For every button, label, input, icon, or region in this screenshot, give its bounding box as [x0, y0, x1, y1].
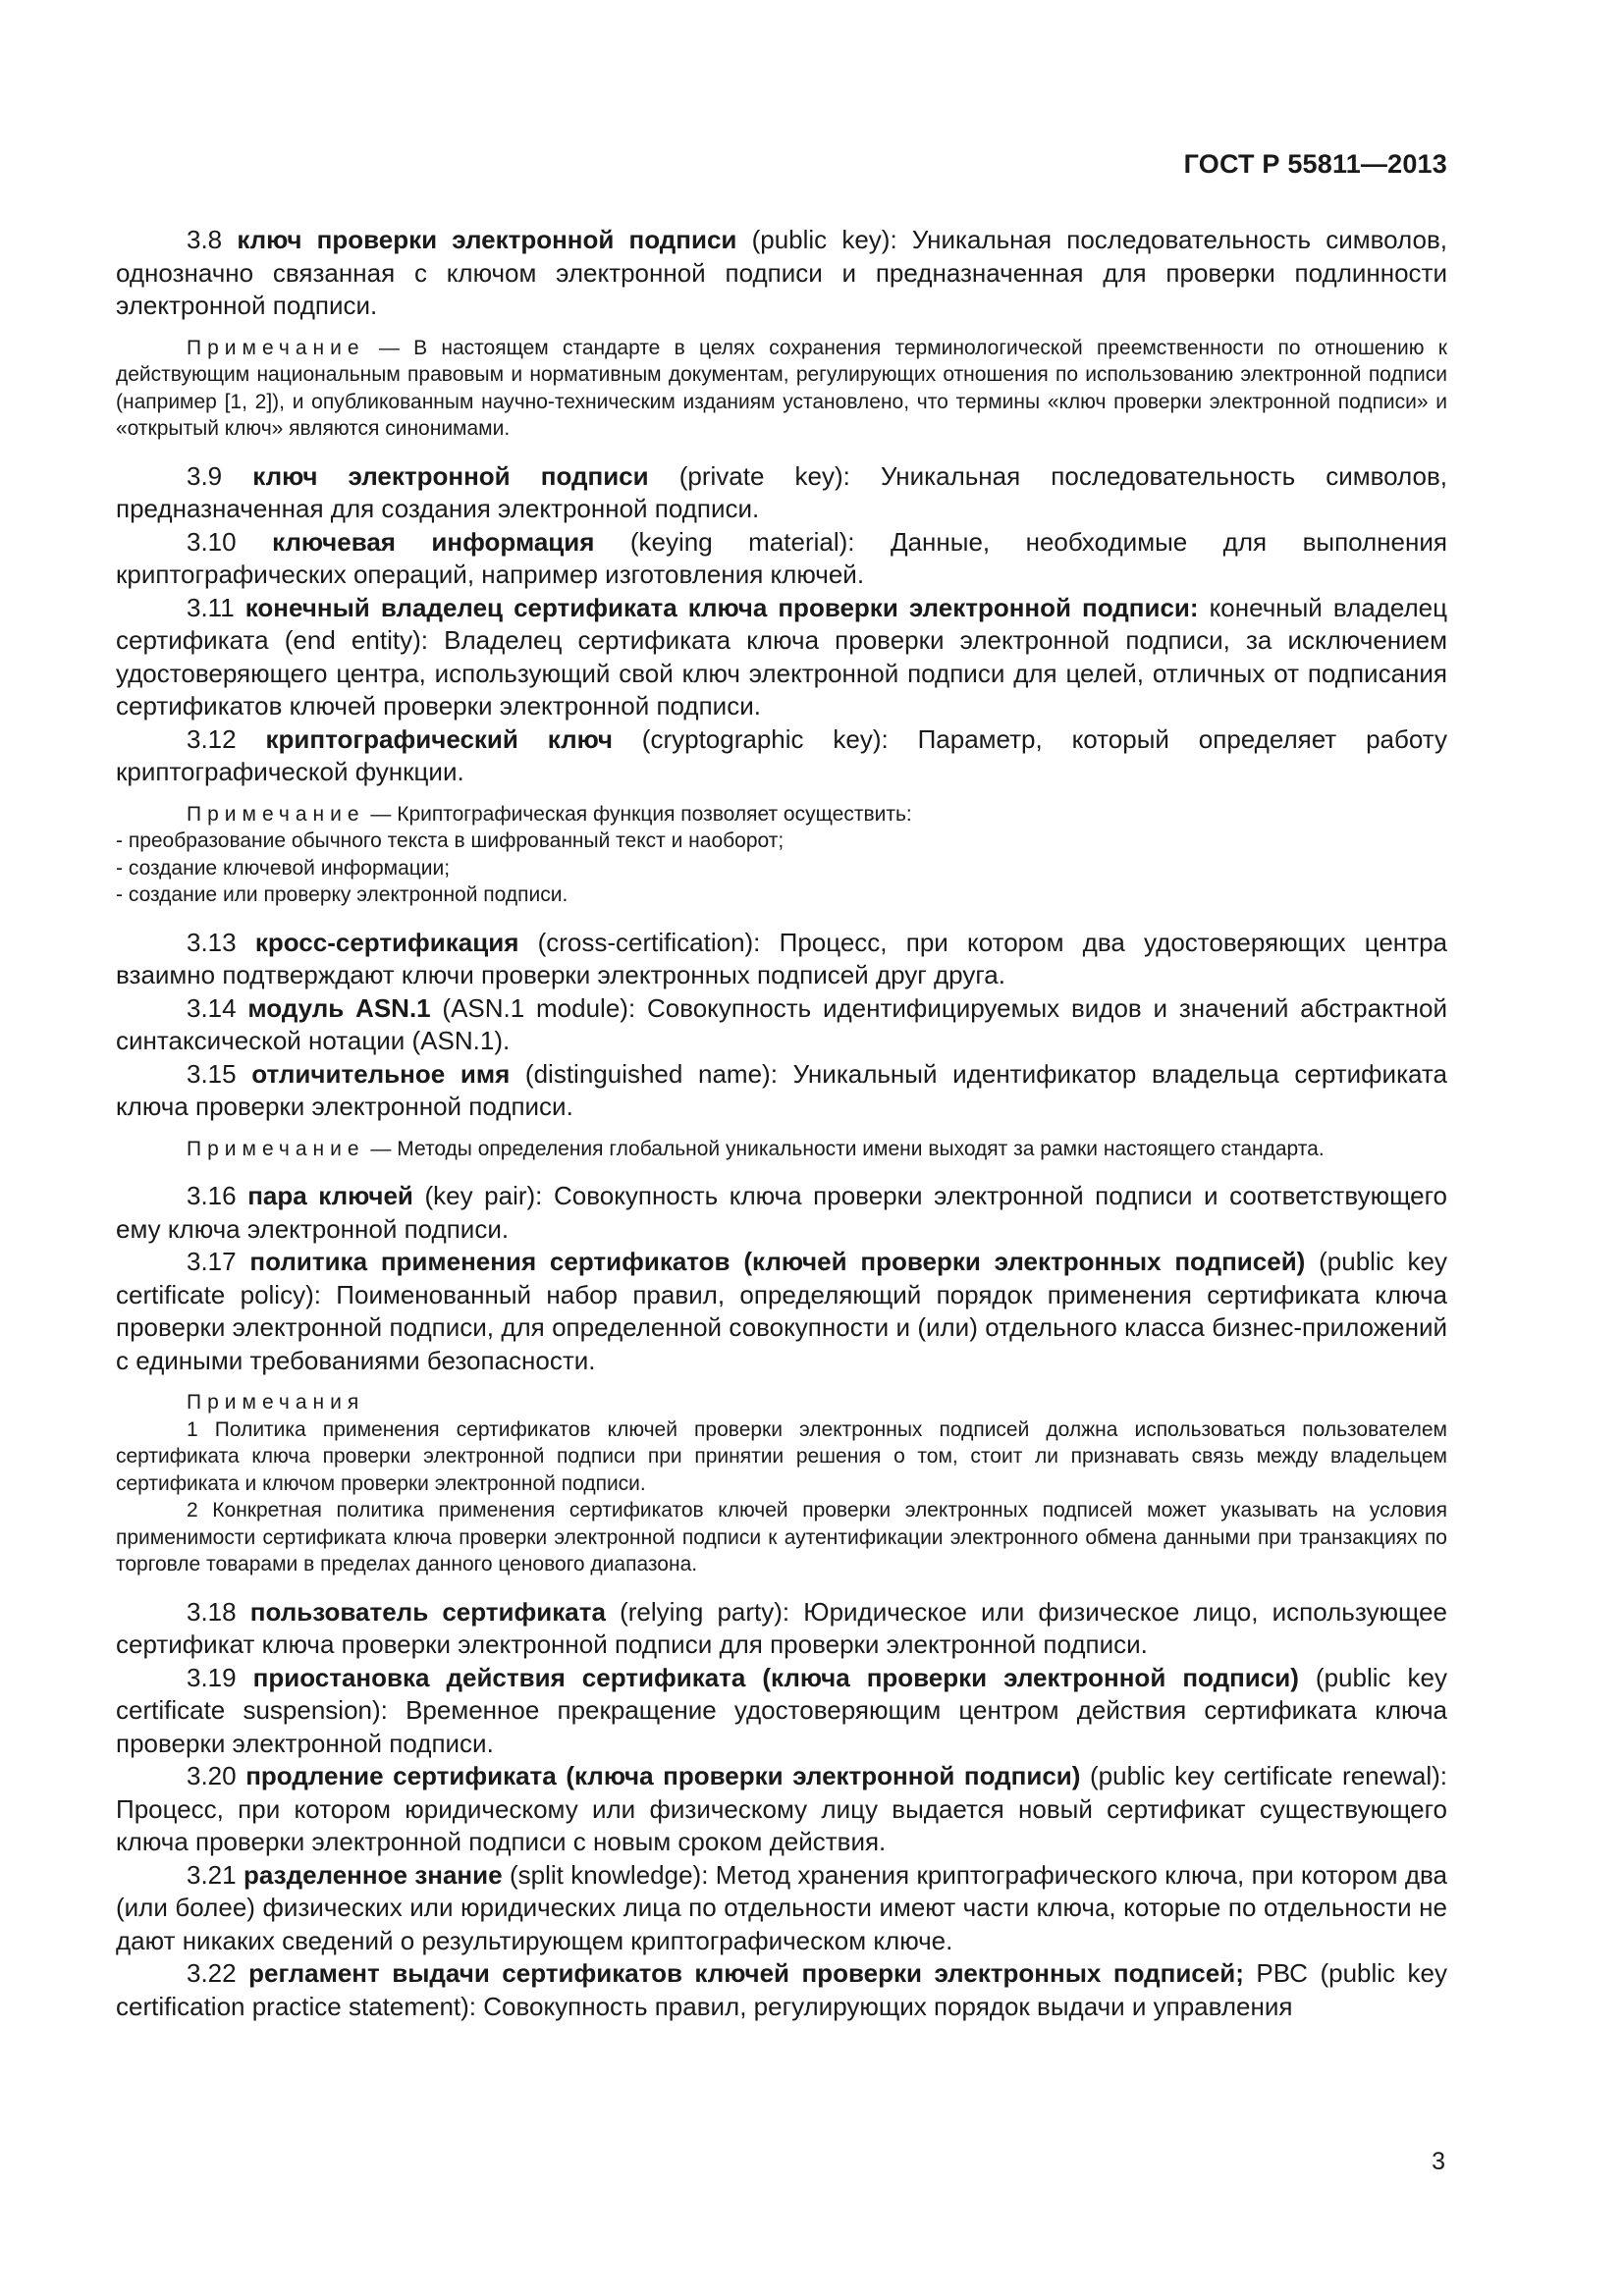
note-list-item: - преобразование обычного текста в шифрованный текст и наоборот;: [116, 829, 785, 852]
term-entry-3-9: [116, 460, 1447, 526]
note-label: Примечание: [187, 336, 365, 359]
term-name: пользователь сертификата: [249, 1596, 606, 1627]
term-name: ключевая информация: [272, 526, 595, 557]
note-label: Примечания: [187, 1391, 365, 1414]
term-number: 3.9: [187, 460, 223, 491]
term-entry-3-17: [116, 1246, 1447, 1377]
term-definition: (cross-certification): Процесс, при котором два удостоверяющих центра взаимно подтверждают ключи проверки электронных подписей друг друга.: [116, 927, 1447, 989]
term-entry-3-22: [116, 1957, 1447, 2023]
term-definition: конечный владелец сертификата (end entity): Владелец сертификата ключа проверки электронной подписи, за исключением удостоверяющего центра, использующий свой ключ электронной подписи для целей, отличных от подписания сертификатов ключей проверки электронной подписи.: [116, 592, 1447, 721]
term-name: регламент выдачи сертификатов ключей проверки электронных подписей;: [248, 1958, 1244, 1988]
note-text: — Методы определения глобальной уникальности имени выходят за рамки настоящего стандарта.: [364, 1137, 1325, 1160]
term-number: 3.16: [187, 1181, 237, 1210]
term-definition: (public key): Уникальная последовательность символов, однозначно связанная с ключом электронной подписи и предназначенная для проверки подлинности электронной подписи.: [116, 225, 1448, 320]
term-name: политика применения сертификатов (ключей проверки электронных подписей): [249, 1247, 1306, 1276]
term-entry-3-8: [116, 224, 1447, 323]
term-entry-3-13: [116, 927, 1447, 992]
term-name: отличительное имя: [251, 1058, 511, 1089]
term-number: 3.14: [187, 992, 237, 1023]
term-definition: (distinguished name): Уникальный идентификатор владельца сертификата ключа проверки электронной подписи.: [116, 1058, 1447, 1121]
term-entry-3-15: [116, 1058, 1447, 1124]
term-definition: (split knowledge): Метод хранения криптографического ключа, при котором два (или более) физических или юридических лица по отдельности имеют части ключа, которые по отдельности не дают никаких сведений о результирующем криптографическом ключе.: [116, 1859, 1448, 1955]
term-name: приостановка действия сертификата (ключа проверки электронной подписи): [252, 1662, 1299, 1692]
term-entry-3-11: [116, 592, 1447, 723]
term-entry-3-10: [116, 526, 1447, 592]
term-name: ключ проверки электронной подписи: [237, 225, 737, 254]
term-name: конечный владелец сертификата ключа проверки электронной подписи:: [244, 592, 1199, 622]
note-label: Примечание: [187, 1137, 365, 1160]
term-definition: (public key certificate renewal): Процесс, при котором юридическому или физическому лицу выдается новый сертификат существующего ключа проверки электронной подписи с новым сроком действия.: [116, 1761, 1447, 1856]
term-number: 3.17: [187, 1247, 237, 1276]
term-name: криптографический ключ: [265, 723, 613, 754]
term-name: продление сертификата (ключа проверки электронной подписи): [245, 1761, 1081, 1790]
note-list-item: 1 Политика применения сертификатов ключей проверки электронных подписей должна использоваться пользователем сертификата ключа проверки электронной подписи при принятии решения о том, стоит ли признавать связь между владельцем сертификата и ключом проверки электронной подписи.: [116, 1417, 1447, 1495]
note-block: [116, 801, 1447, 909]
term-number: 3.13: [187, 927, 237, 957]
term-number: 3.20: [187, 1761, 237, 1790]
term-definition: (relying party): Юридическое или физическое лицо, использующее сертификат ключа проверки электронной подписи для проверки электронной подписи.: [116, 1596, 1447, 1659]
term-name: разделенное знание: [244, 1859, 503, 1890]
term-number: 3.8: [187, 225, 223, 254]
term-definition: (keying material): Данные, необходимые для выполнения криптографических операций, например изготовления ключей.: [116, 526, 1447, 589]
term-number: 3.21: [187, 1859, 237, 1890]
term-name: ключ электронной подписи: [252, 460, 649, 491]
document-header: ГОСТ Р 55811—2013: [1183, 149, 1447, 179]
term-definition: (ASN.1 module): Совокупность идентифицируемых видов и значений абстрактной синтаксической нотации (ASN.1).: [116, 992, 1447, 1055]
note-block: [116, 1136, 1447, 1163]
term-entry-3-16: [116, 1180, 1447, 1246]
document-body: [116, 224, 1447, 2023]
note-list-item: - создание или проверку электронной подписи.: [116, 883, 568, 906]
term-number: 3.19: [187, 1662, 237, 1692]
term-definition: (key pair): Совокупность ключа проверки электронной подписи и соответствующего ему ключа электронной подписи.: [116, 1181, 1447, 1244]
term-number: 3.15: [187, 1058, 237, 1089]
term-name: кросс-сертификация: [254, 927, 519, 957]
note-list-item: 2 Конкретная политика применения сертификатов ключей проверки электронных подписей может указывать на условия применимости сертификата ключа проверки электронной подписи к аутентификации электронного обмена данными при транзакциях по торговле товарами в пределах данного ценового диапазона.: [116, 1499, 1447, 1575]
term-number: 3.10: [187, 526, 237, 557]
term-entry-3-12: [116, 723, 1447, 789]
page-number: 3: [1432, 2148, 1445, 2175]
term-number: 3.18: [187, 1596, 237, 1627]
document-page: [116, 0, 1447, 2296]
term-entry-3-18: [116, 1596, 1447, 1662]
term-definition: (private key): Уникальная последовательность символов, предназначенная для создания электронной подписи.: [116, 460, 1448, 523]
term-name: модуль ASN.1: [247, 992, 431, 1023]
term-entry-3-14: [116, 992, 1447, 1058]
term-name: пара ключей: [247, 1181, 413, 1210]
note-block: [116, 335, 1447, 443]
term-number: 3.12: [187, 723, 237, 754]
term-definition: РВС (public key certification practice statement): Совокупность правил, регулирующих порядок выдачи и управления: [116, 1958, 1447, 2021]
term-definition: (public key certificate policy): Поименованный набор правил, определяющий порядок применения сертификата ключа проверки электронной подписи, для определенной совокупности и (или) отдельного класса бизнес-приложений с едиными требованиями безопасности.: [116, 1247, 1447, 1375]
term-entry-3-21: [116, 1859, 1447, 1958]
note-text: — В настоящем стандарте в целях сохранения терминологической преемственности по отношению к действующим национальным правовым и нормативным документам, регулирующих отношения по использованию электронной подписи (например [1, 2]), и опубликованным научно-техническим изданиям установлено, что термины «ключ проверки электронной подписи» и «открытый ключ» являются синонимами.: [116, 336, 1447, 440]
note-block: [116, 1389, 1447, 1578]
term-definition: (public key certificate suspension): Временное прекращение удостоверяющим центром действия сертификата ключа проверки электронной подписи.: [116, 1662, 1447, 1758]
term-definition: (cryptographic key): Параметр, который определяет работу криптографической функции.: [116, 723, 1447, 786]
note-list-item: - создание ключевой информации;: [116, 856, 451, 880]
term-number: 3.22: [187, 1958, 237, 1988]
term-entry-3-19: [116, 1662, 1447, 1761]
note-label: Примечание: [187, 802, 365, 826]
note-text: — Криптографическая функция позволяет осуществить:: [364, 802, 912, 826]
term-number: 3.11: [187, 592, 235, 622]
term-entry-3-20: [116, 1760, 1447, 1859]
